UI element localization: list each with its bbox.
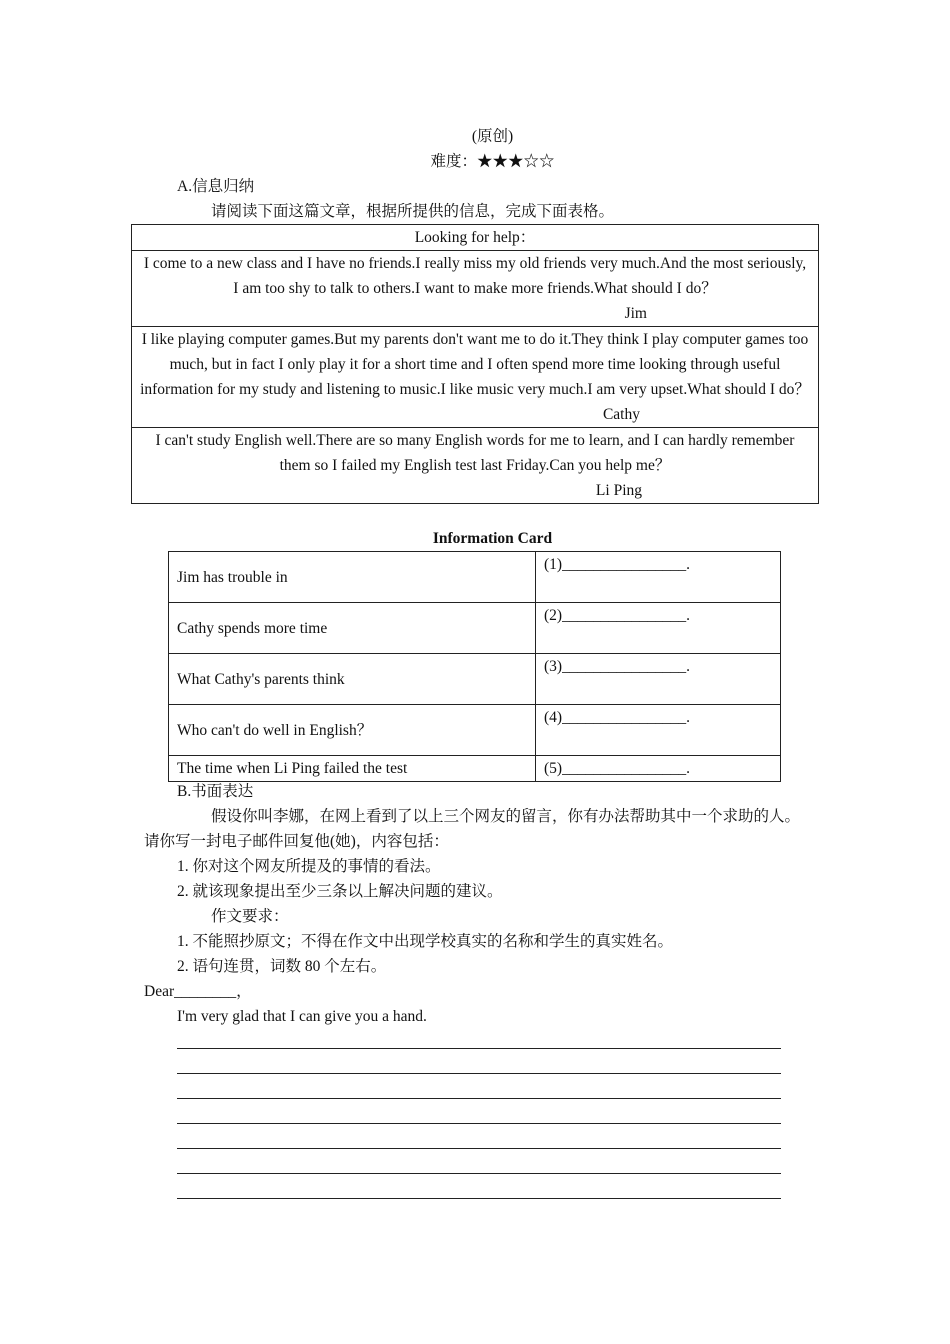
info-card-row [169, 603, 781, 654]
info-card-table [168, 551, 781, 782]
writing-line[interactable] [177, 1148, 781, 1149]
writing-line[interactable] [177, 1073, 781, 1074]
requirement-item: 2. 语句连贯，词数 80 个左右。 [177, 958, 387, 975]
content-item: 1. 你对这个网友所提及的事情的看法。 [177, 858, 441, 875]
info-card-question: Who can't do well in English？ [169, 705, 536, 756]
help-post-cell [132, 251, 819, 327]
info-card-answer-blank[interactable]: (5)________________. [536, 756, 781, 782]
section-b-title: B.书面表达 [177, 783, 254, 800]
content-item: 2. 就该现象提出至少三条以上解决问题的建议。 [177, 883, 503, 900]
section-a-instruction: 请阅读下面这篇文章，根据所提供的信息，完成下面表格。 [211, 203, 615, 220]
help-post-row [132, 428, 819, 504]
help-post-text: I come to a new class and I have no friends.I really miss my old friends very much.And the most seriously, I am too shy to talk to others.I want to make more friends.What should I do？ [143, 255, 807, 297]
info-card-row [169, 705, 781, 756]
letter-salutation: Dear________， [144, 983, 252, 1000]
section-b-paragraph: 假设你叫李娜，在网上看到了以上三个网友的留言，你有办法帮助其中一个求助的人。 请你写一封电子邮件回复他(她)，内容包括： [144, 808, 801, 850]
info-card-question: The time when Li Ping failed the test [169, 756, 536, 782]
info-card-question: Jim has trouble in [169, 552, 536, 603]
section-a-title: A.信息归纳 [177, 178, 255, 195]
info-card-answer-blank[interactable]: (4)________________. [536, 705, 781, 756]
writing-line[interactable] [177, 1198, 781, 1199]
writing-line[interactable] [177, 1048, 781, 1049]
help-post-author: Cathy [602, 406, 640, 423]
requirement-item: 1. 不能照抄原文；不得在作文中出现学校真实的名称和学生的真实姓名。 [177, 933, 674, 950]
help-table-heading-row [132, 225, 819, 251]
info-card-answer-blank[interactable]: (3)________________. [536, 654, 781, 705]
origin-label: (原创) [471, 128, 514, 145]
writing-line[interactable] [177, 1098, 781, 1099]
help-posts-table [131, 224, 819, 504]
help-post-row [132, 327, 819, 428]
info-card-row [169, 756, 781, 782]
help-table-heading: Looking for help： [132, 225, 819, 251]
info-card-question: What Cathy's parents think [169, 654, 536, 705]
help-post-author: Li Ping [595, 482, 642, 499]
requirements-title: 作文要求： [211, 908, 289, 925]
letter-opening: I'm very glad that I can give you a hand. [177, 1008, 427, 1025]
info-card-answer-blank[interactable]: (1)________________. [536, 552, 781, 603]
help-post-cell [132, 327, 819, 428]
help-post-text: I can't study English well.There are so many English words for me to learn, and I can hardly remember them so I failed my English test last Friday.Can you help me？ [155, 432, 795, 474]
info-card-title: Information Card [432, 530, 553, 547]
help-post-cell [132, 428, 819, 504]
writing-line[interactable] [177, 1123, 781, 1124]
help-post-author: Jim [624, 305, 647, 322]
info-card-row [169, 654, 781, 705]
writing-line[interactable] [177, 1173, 781, 1174]
info-card-answer-blank[interactable]: (2)________________. [536, 603, 781, 654]
info-card-question: Cathy spends more time [169, 603, 536, 654]
info-card-row [169, 552, 781, 603]
difficulty-rating: 难度：★★★☆☆ [430, 153, 555, 170]
help-post-text: I like playing computer games.But my parents don't want me to do it.They think I play computer games too much, but in fact I only play it for a short time and I often spend more time looking through useful information for my study and listening to music.I like music very much.I am very upset.What should I do？ [140, 331, 810, 398]
help-post-row [132, 251, 819, 327]
